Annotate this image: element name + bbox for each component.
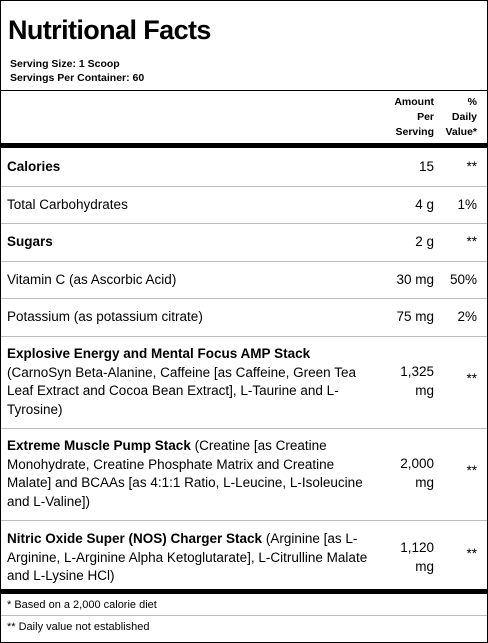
nutrient-amount: 4 g: [415, 197, 434, 212]
blend-ingredients-line: Leaf Extract and Cocoa Bean Extract], L-Taurine and L-: [7, 383, 339, 398]
amount-header-line: Per: [417, 111, 434, 123]
amount-header-line: Serving: [395, 126, 434, 138]
nutrient-name: Calories: [7, 159, 61, 174]
nutrient-daily-value: **: [466, 371, 477, 386]
row-divider: [1, 186, 487, 187]
thick-divider: [1, 589, 487, 594]
footnote-daily-diet: * Based on a 2,000 calorie diet: [7, 599, 157, 611]
nutrient-daily-value: **: [466, 463, 477, 478]
blend-amount: [364, 363, 434, 400]
footnote-divider: [1, 615, 487, 616]
blend-amount: [364, 455, 434, 492]
blend-ingredients-line: (CarnoSyn Beta-Alanine, Caffeine [as Caffeine, Green Tea: [7, 364, 356, 380]
blend-amount-value: 1,120: [400, 540, 434, 555]
dv-header-line: Value*: [445, 126, 477, 138]
blend-ingredients-line: Tyrosine): [7, 401, 63, 417]
nutrient-name: Potassium (as potassium citrate): [7, 309, 203, 324]
blend-ingredients-line: (Arginine [as L-: [262, 531, 358, 546]
nutrient-amount: 2 g: [415, 234, 434, 249]
nutrient-name: Total Carbohydrates: [7, 197, 128, 212]
row-divider: [1, 428, 487, 429]
dv-header-line: Daily: [451, 111, 477, 123]
blend-ingredients-line: (Creatine [as Creatine: [190, 438, 327, 453]
row-divider: [1, 223, 487, 224]
blend-amount-value: 1,325: [400, 364, 434, 379]
nutrient-daily-value: **: [466, 159, 477, 174]
blend-description: [7, 345, 387, 419]
blend-ingredients-line: Malate] and BCAAs [as 4:1:1 Ratio, L-Leucine, L-Isoleucine: [7, 475, 363, 490]
blend-name: Extreme Muscle Pump Stack: [7, 438, 191, 453]
servings-per-container: Servings Per Container: 60: [10, 72, 145, 84]
blend-description: [7, 530, 392, 586]
thick-divider: [1, 143, 487, 148]
blend-amount: [364, 539, 434, 576]
nutrient-amount: 75 mg: [396, 309, 434, 324]
dv-header-line: %: [467, 96, 477, 108]
nutrient-daily-value: 2%: [457, 309, 477, 324]
nutrient-amount: 30 mg: [396, 272, 434, 287]
row-divider: [1, 298, 487, 299]
blend-amount-unit: mg: [415, 558, 434, 574]
blend-ingredients-line: Monohydrate, Creatine Phosphate Matrix and Creatine: [7, 456, 335, 472]
row-divider: [1, 520, 487, 521]
blend-amount-value: 2,000: [400, 456, 434, 471]
blend-ingredients-line: and L-Lysine HCl): [7, 568, 115, 583]
daily-value-column-header: [437, 95, 477, 140]
row-divider: [1, 336, 487, 337]
amount-column-header: [374, 95, 434, 140]
amount-header-line: Amount: [394, 96, 434, 108]
nutrient-name: Vitamin C (as Ascorbic Acid): [7, 272, 177, 287]
blend-amount-unit: mg: [415, 382, 434, 398]
blend-description: [7, 437, 392, 511]
footnote-not-established: ** Daily value not established: [7, 621, 150, 633]
panel-title: Nutritional Facts: [8, 15, 211, 45]
serving-size: Serving Size: 1 Scoop: [10, 58, 120, 70]
blend-ingredients-line: and L-Valine]): [7, 493, 91, 509]
header-divider: [1, 90, 487, 91]
nutrient-name: Sugars: [7, 234, 53, 249]
blend-name: Explosive Energy and Mental Focus AMP Stack: [7, 346, 311, 361]
nutrient-daily-value: 50%: [449, 272, 477, 287]
nutrient-daily-value: 1%: [457, 197, 477, 212]
blend-amount-unit: mg: [415, 474, 434, 490]
nutrient-daily-value: **: [466, 546, 477, 561]
row-divider: [1, 261, 487, 262]
blend-name: Nitric Oxide Super (NOS) Charger Stack: [7, 531, 263, 546]
nutrient-amount: 15: [418, 159, 434, 174]
blend-ingredients-line: Arginine, L-Arginine Alpha Ketoglutarate], L-Citrulline Malate: [7, 549, 368, 565]
nutrient-daily-value: **: [466, 234, 477, 249]
